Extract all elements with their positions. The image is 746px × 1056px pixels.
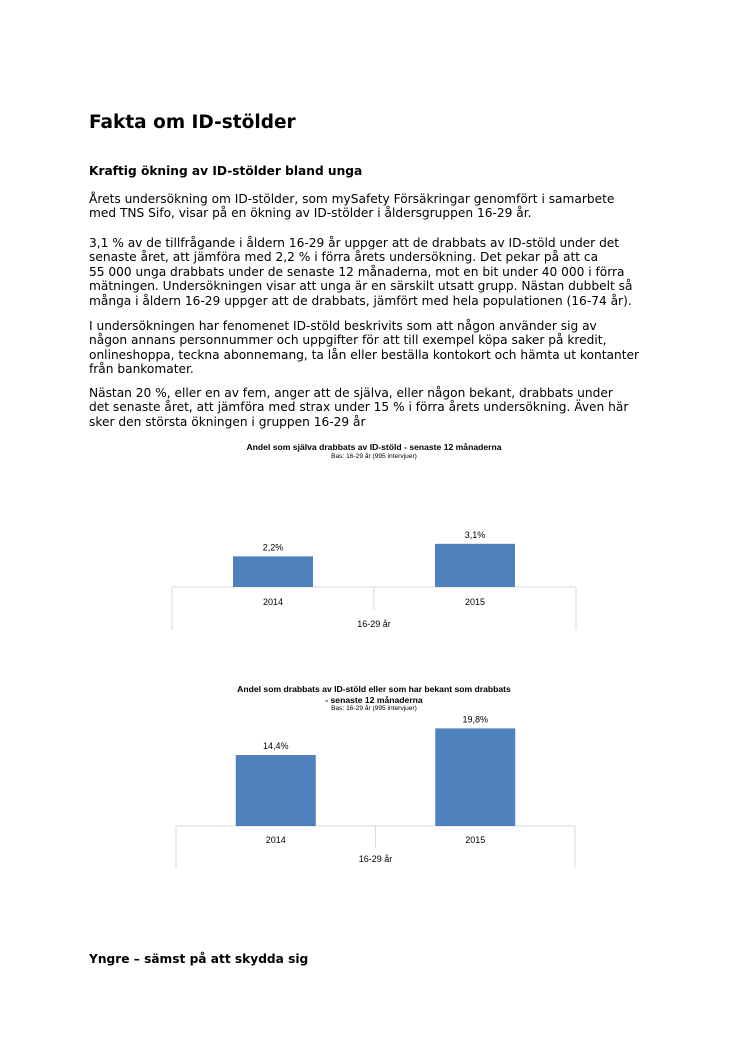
chart-title-line: - senaste 12 månaderna bbox=[325, 694, 423, 705]
chart-title-line: Andel som drabbats av ID-stöld eller som har bekant som drabbats bbox=[237, 684, 511, 694]
text-line: många i åldern 16-29 uppger att de drabbats, jämfört med hela populationen (16-74 år). bbox=[89, 293, 632, 308]
chart-1-header bbox=[172, 442, 576, 460]
data-label: 2,2% bbox=[262, 542, 284, 553]
x-tick-label: 2015 bbox=[465, 835, 486, 845]
text-line: Årets undersökning om ID-stölder, som mySafety Försäkringar genomfört i samarbete bbox=[89, 192, 615, 206]
text-line: I undersökningen har fenomenet ID-stöld beskrivits som att någon använder sig av bbox=[89, 319, 597, 333]
data-label: 19,8% bbox=[462, 714, 489, 725]
text-line: det senaste året, att jämföra med strax under 15 % i förra årets undersökning. Även här bbox=[89, 400, 629, 415]
text-line: 3,1 % av de tillfrågande i åldern 16-29 år uppger att de drabbats av ID-stöld under det bbox=[89, 236, 620, 250]
x-tick-label: 2014 bbox=[262, 597, 284, 607]
chart-subtitle: Bas: 16-29 år (995 intervjuer) bbox=[331, 452, 417, 460]
chart-bar bbox=[233, 556, 313, 587]
x-group-label: 16-29 år bbox=[357, 619, 391, 629]
data-label: 14,4% bbox=[262, 741, 289, 752]
x-group-label: 16-29 år bbox=[358, 854, 393, 864]
chart-subtitle: Bas: 16-29 år (995 intervjuer) bbox=[331, 705, 417, 712]
text-line: 55 000 unga drabbats under de senaste 12 månaderna, mot en bit under 40 000 i förra bbox=[89, 264, 625, 279]
chart-bar bbox=[236, 755, 316, 826]
x-tick-label: 2014 bbox=[265, 835, 286, 845]
paragraph-acquaintance bbox=[89, 386, 664, 429]
chart-title: Andel som själva drabbats av ID-stöld - senaste 12 månaderna bbox=[246, 442, 502, 452]
text-line: mätningen. Undersökningen visar att unga är en särskilt utsatt grupp. Nästan dubbelt så bbox=[89, 279, 633, 294]
page-title: Fakta om ID-stölder bbox=[89, 112, 296, 133]
chart-bar bbox=[435, 544, 515, 587]
text-line: sker den största ökningen i gruppen 16-29 år bbox=[89, 414, 366, 429]
chart-2 bbox=[165, 714, 585, 870]
chart-bar bbox=[435, 728, 515, 826]
paragraph-definition bbox=[89, 319, 664, 377]
text-line: från bankomater. bbox=[89, 362, 194, 377]
paragraph-statistics bbox=[89, 236, 664, 308]
text-line: någon annans personnummer och uppgifter för att till exempel köpa saker på kredit, bbox=[89, 333, 607, 348]
section-heading: Kraftig ökning av ID-stölder bland unga bbox=[89, 164, 363, 178]
section-heading-bottom: Yngre – sämst på att skydda sig bbox=[89, 952, 309, 966]
text-line: med TNS Sifo, visar på en ökning av ID-stölder i åldersgruppen 16-29 år. bbox=[89, 206, 532, 221]
text-line: Nästan 20 %, eller en av fem, anger att de själva, eller någon bekant, drabbats under bbox=[89, 386, 613, 400]
paragraph-intro bbox=[89, 192, 664, 221]
chart-2-header bbox=[172, 684, 576, 712]
text-line: senaste året, att jämföra med 2,2 % i förra årets undersökning. Det pekar på att ca bbox=[89, 250, 599, 265]
chart-1 bbox=[165, 470, 585, 635]
text-line: onlineshoppa, teckna abonnemang, ta lån eller beställa kontokort och hämta ut kontanter bbox=[89, 347, 639, 362]
x-tick-label: 2015 bbox=[464, 597, 486, 607]
data-label: 3,1% bbox=[464, 529, 486, 540]
